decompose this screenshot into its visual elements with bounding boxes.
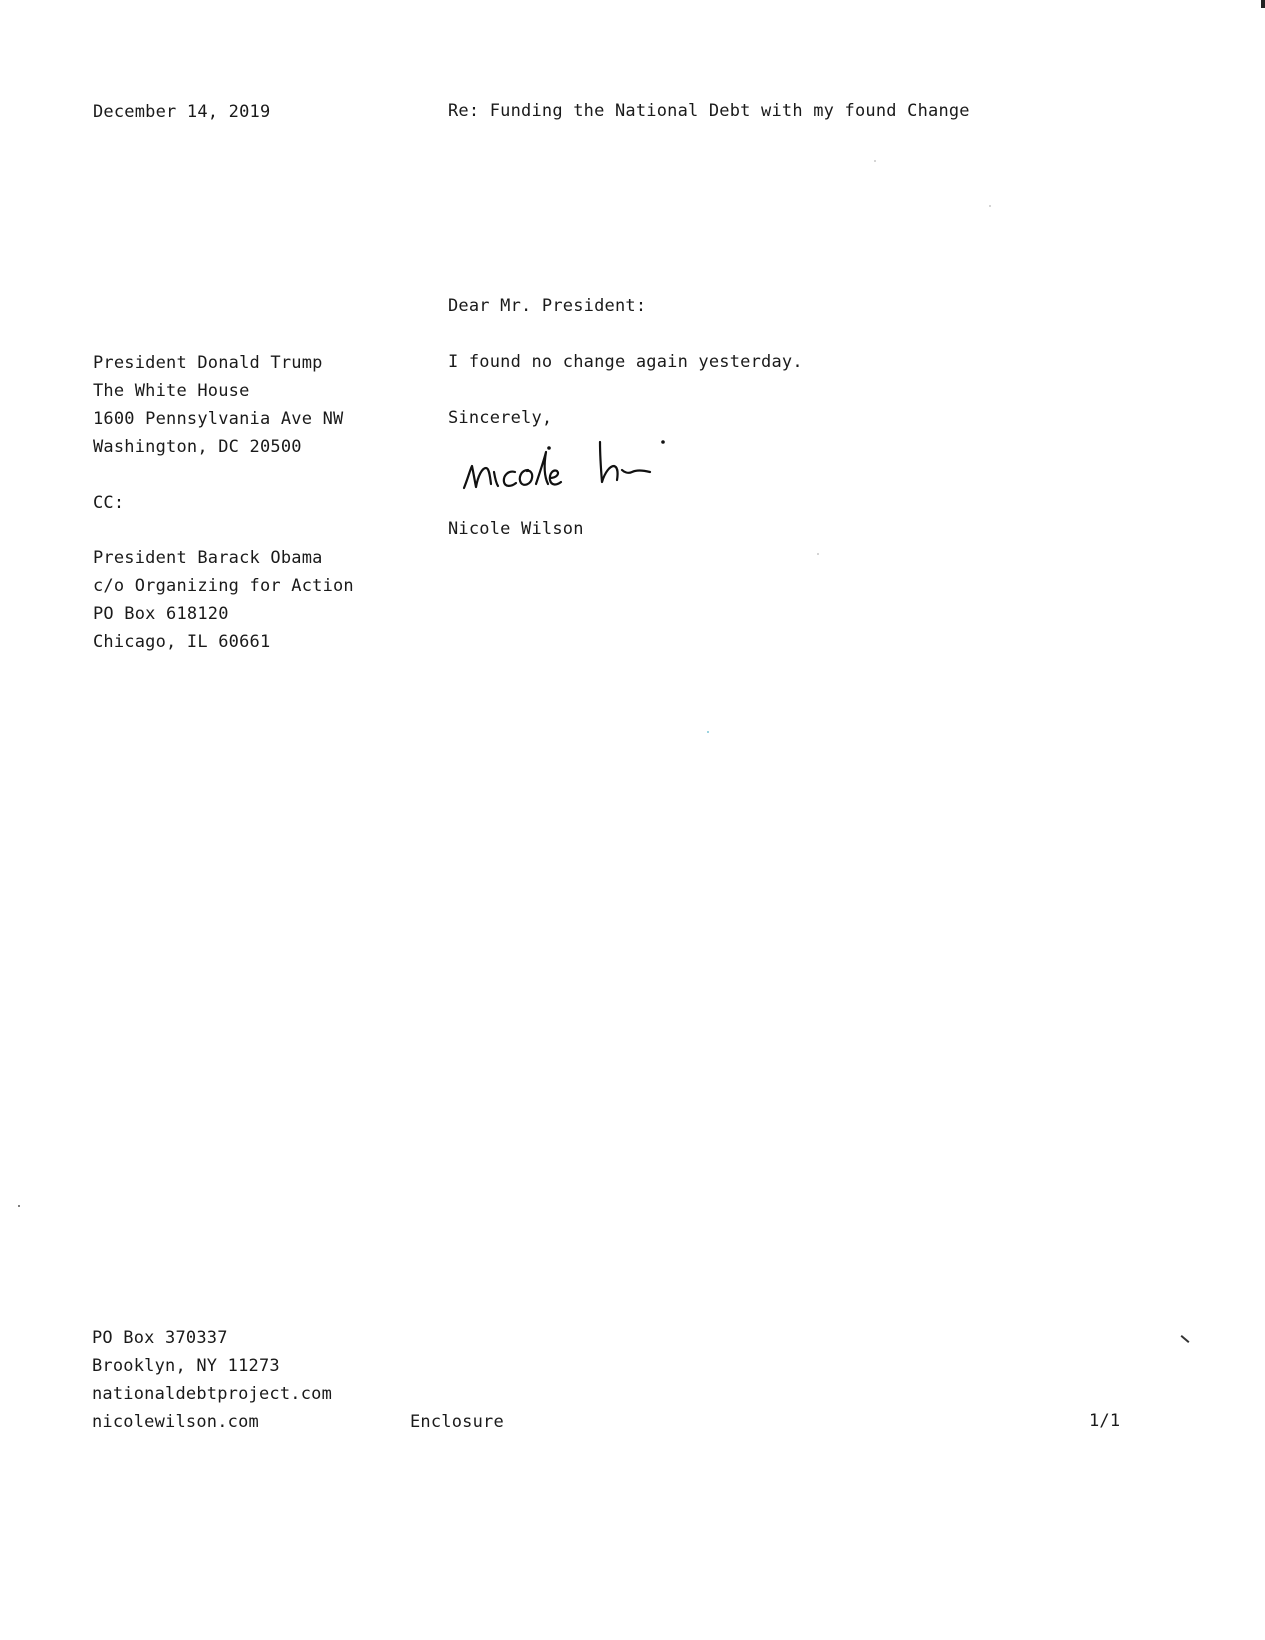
scan-speck xyxy=(817,553,819,555)
handwritten-signature xyxy=(460,432,690,502)
scan-speck xyxy=(874,160,876,162)
recipient-address xyxy=(93,349,343,461)
recipient-line: 1600 Pennsylvania Ave NW xyxy=(93,409,344,429)
recipient-line: The White House xyxy=(93,381,250,401)
cc-line: President Barack Obama xyxy=(93,548,323,568)
sender-website: nationaldebtproject.com xyxy=(92,1384,333,1404)
cc-address xyxy=(93,544,354,656)
cc-label: CC: xyxy=(93,493,125,513)
scan-tick-mark xyxy=(1181,1335,1190,1343)
scan-edge-mark xyxy=(1261,0,1265,8)
sender-line: PO Box 370337 xyxy=(92,1328,228,1348)
cc-line: c/o Organizing for Action xyxy=(93,576,354,596)
recipient-line: President Donald Trump xyxy=(93,353,323,373)
sender-line: Brooklyn, NY 11273 xyxy=(92,1356,280,1376)
scan-speck xyxy=(989,205,991,207)
letter-subject: Re: Funding the National Debt with my found Change xyxy=(448,101,970,121)
letter-message: I found no change again yesterday. xyxy=(448,352,803,372)
recipient-line: Washington, DC 20500 xyxy=(93,437,302,457)
salutation: Dear Mr. President: xyxy=(448,296,647,316)
closing: Sincerely, xyxy=(448,408,553,428)
scan-speck xyxy=(707,731,709,733)
enclosure-note: Enclosure xyxy=(410,1412,504,1432)
letter-date: December 14, 2019 xyxy=(93,102,271,122)
page-number: 1/1 xyxy=(1089,1411,1121,1431)
signer-name: Nicole Wilson xyxy=(448,519,584,539)
cc-line: PO Box 618120 xyxy=(93,604,229,624)
cc-line: Chicago, IL 60661 xyxy=(93,632,271,652)
sender-website: nicolewilson.com xyxy=(92,1412,259,1432)
scan-speck xyxy=(18,1205,20,1207)
sender-address xyxy=(92,1324,332,1436)
